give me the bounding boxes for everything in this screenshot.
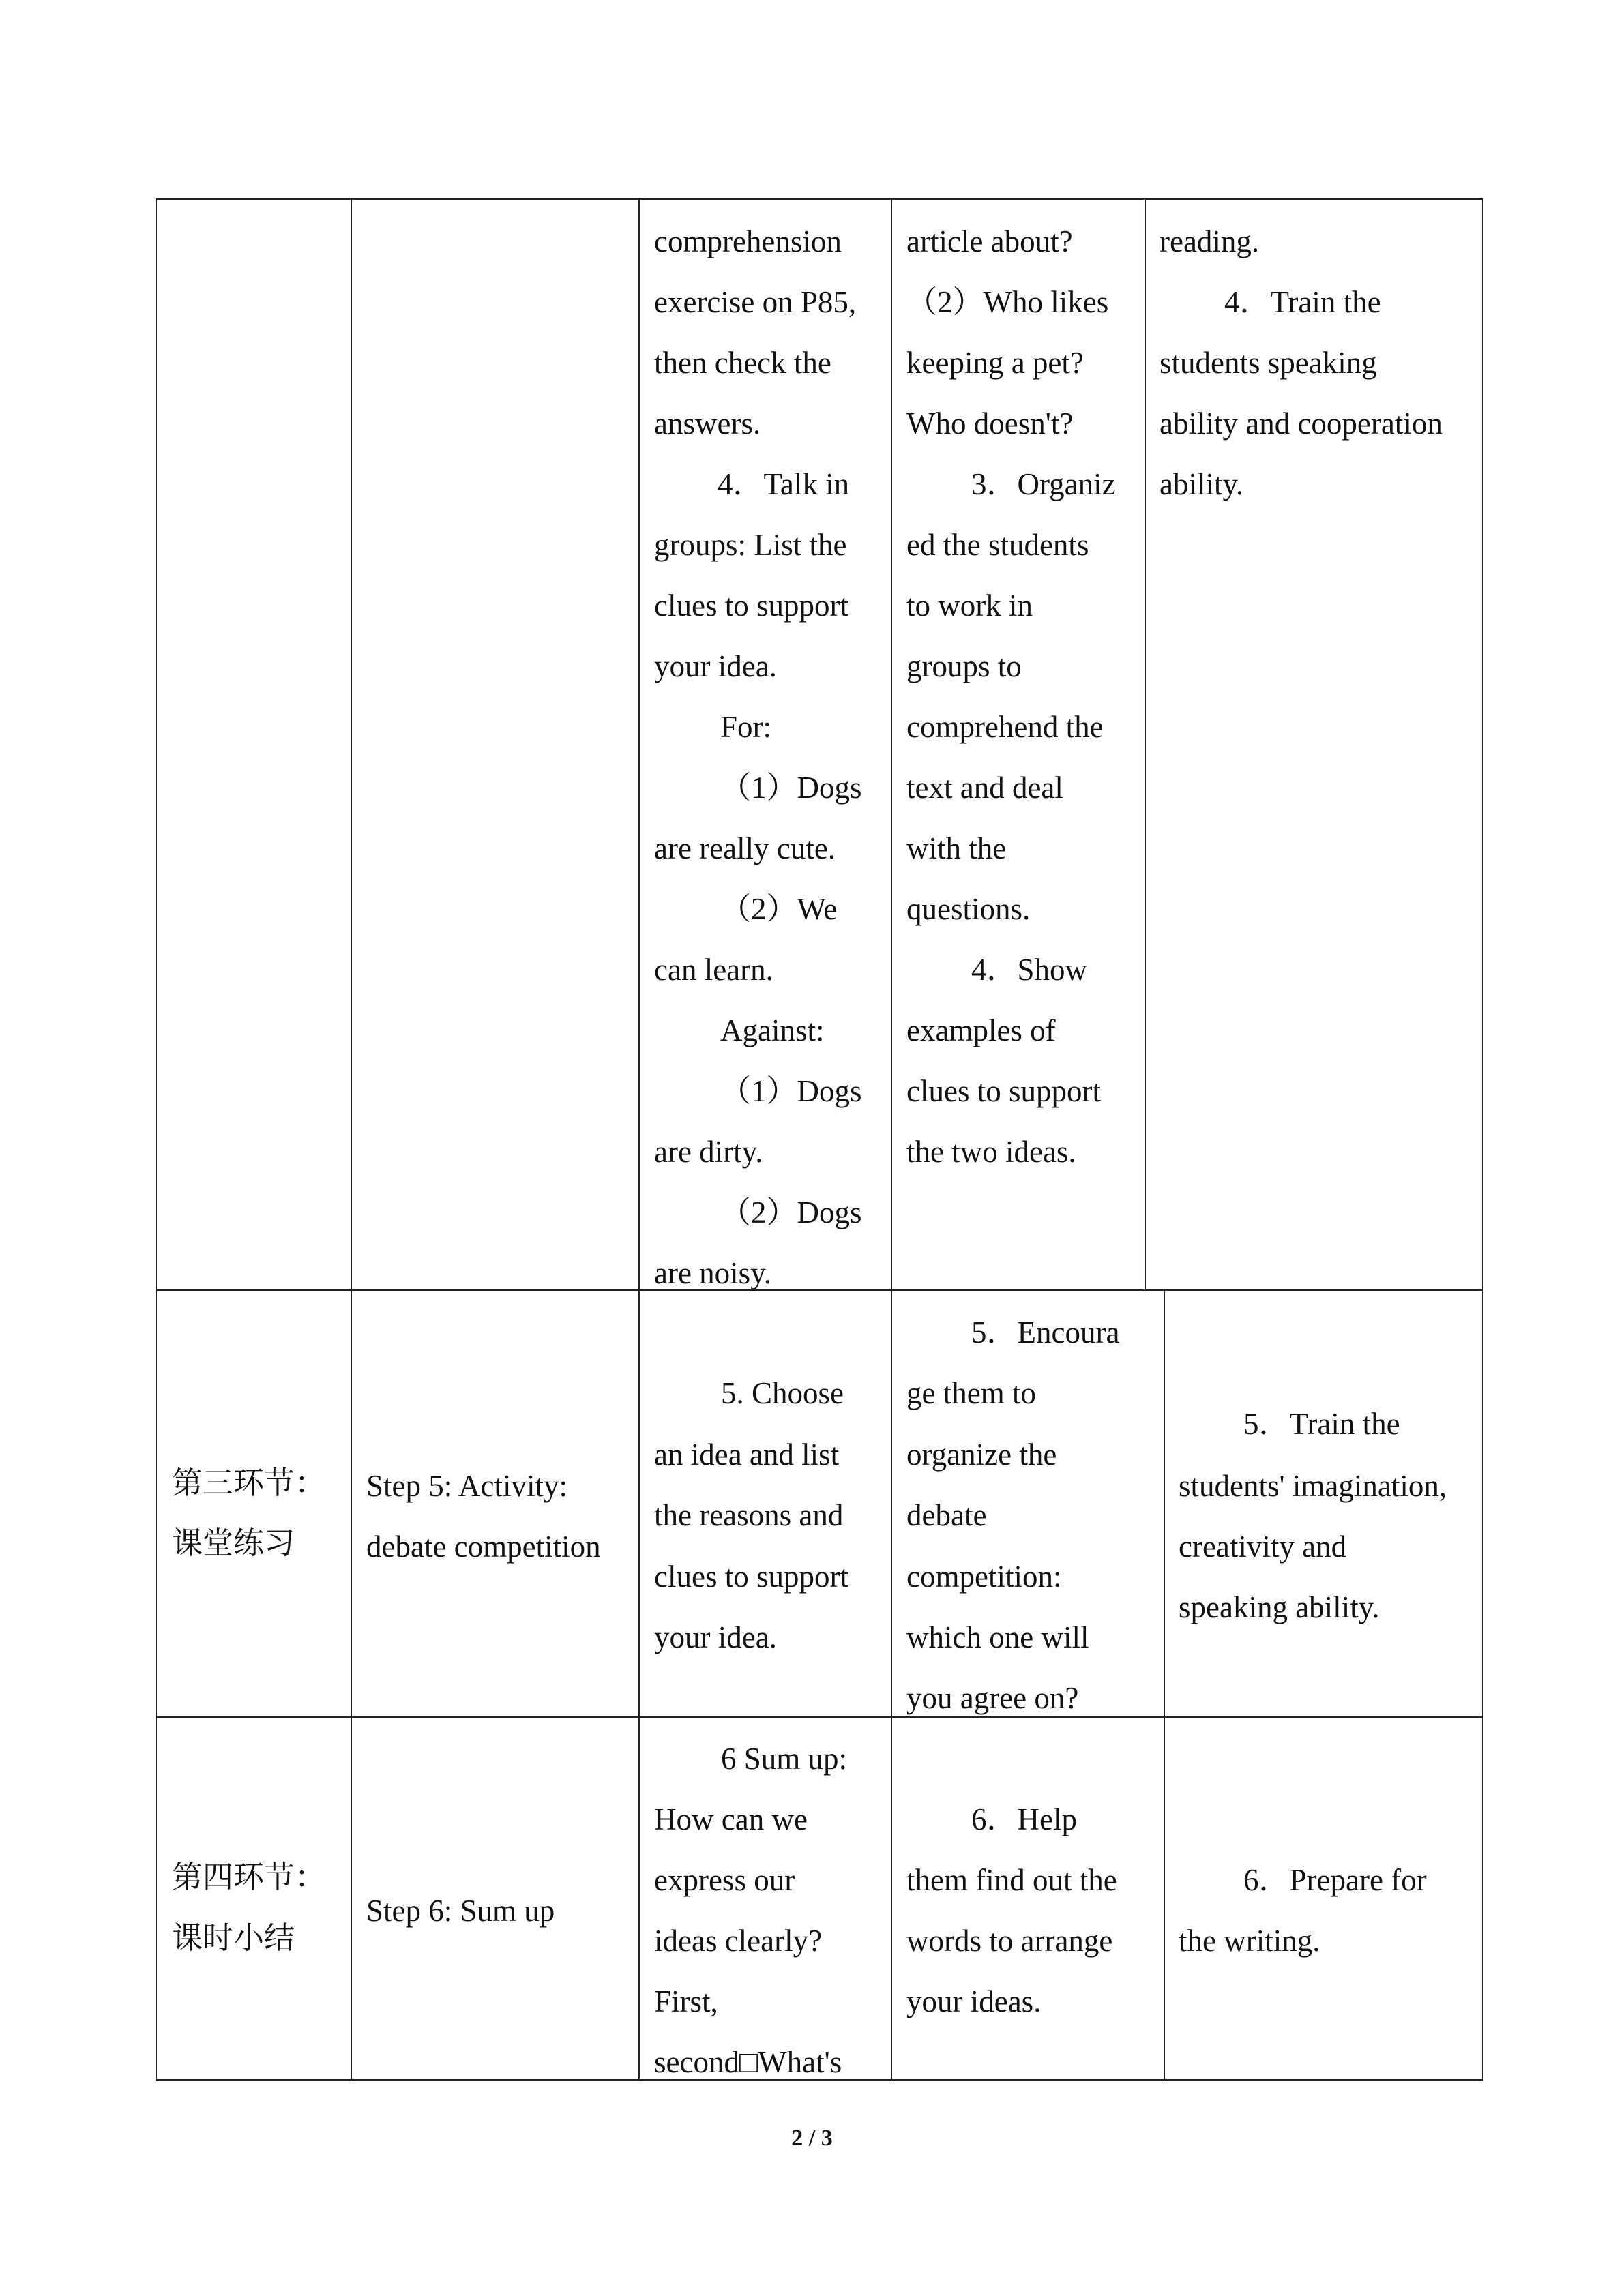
section-label: 课堂练习 [172, 1526, 295, 1560]
table-cell-text: them find out the [906, 1863, 1117, 1897]
table-cell-text: are dirty. [654, 1135, 763, 1169]
table-cell-text: comprehension [654, 224, 842, 258]
table-cell-text: which one will [906, 1620, 1089, 1654]
table-cell-text: are noisy. [654, 1256, 772, 1290]
table-cell-text: competition: [906, 1560, 1062, 1594]
table-cell-text: speaking ability. [1179, 1590, 1380, 1624]
table-cell-text: then check the [654, 346, 831, 380]
table-cell-text: 4．Show [971, 953, 1088, 987]
table-cell-text: comprehend the [906, 710, 1104, 744]
table-cell-text: students speaking [1160, 346, 1377, 380]
table-cell-text: （1）Dogs [720, 1074, 862, 1108]
step-title: Step 6: Sum up [366, 1894, 555, 1928]
r3-c1-cell [156, 1716, 352, 2081]
table-cell-text: your idea. [654, 1620, 777, 1654]
table-cell-text: First, [654, 1984, 718, 2018]
section-label: 第三环节： [172, 1466, 326, 1500]
table-cell-text: ability. [1160, 467, 1244, 501]
table-cell-text: 6 Sum up: [721, 1742, 848, 1776]
table-cell-text: can learn. [654, 953, 773, 987]
table-cell-text: 4．Train the [1224, 285, 1381, 319]
table-cell-text: examples of [906, 1013, 1056, 1047]
table-cell-text: words to arrange [906, 1924, 1113, 1958]
table-cell-text: 4．Talk in [718, 467, 850, 501]
table-cell-text: 5．Train the [1243, 1407, 1400, 1441]
table-cell-text: clues to support [654, 1560, 848, 1594]
table-cell-text: How can we [654, 1802, 808, 1836]
table-cell-text: with the [906, 831, 1007, 865]
table-cell-text: to work in [906, 588, 1033, 623]
table-cell-text: clues to support [906, 1074, 1101, 1108]
table-cell-text: debate [906, 1498, 987, 1532]
table-cell-text: 6．Prepare for [1243, 1863, 1427, 1897]
section-label: 课时小结 [172, 1921, 295, 1955]
table-cell-text: clues to support [654, 588, 848, 623]
table-cell-text: groups to [906, 649, 1022, 683]
table-cell-text: groups: List the [654, 528, 847, 562]
table-cell-text: exercise on P85, [654, 285, 857, 319]
table-cell-text: 6．Help [971, 1802, 1077, 1836]
table-cell-text: （2）We [720, 892, 838, 926]
table-cell-text: organize the [906, 1437, 1057, 1472]
step-title: debate competition [366, 1530, 601, 1564]
table-cell-text: keeping a pet? [906, 346, 1084, 380]
table-cell-text: second□What's [654, 2045, 842, 2079]
table-cell-text: express our [654, 1863, 795, 1897]
table-cell-text: article about? [906, 224, 1073, 258]
table-cell-text: answers. [654, 406, 761, 441]
table-cell-text: （1）Dogs [720, 771, 862, 805]
table-cell-text: （2）Who likes [906, 285, 1109, 319]
table-cell-text: 3．Organiz [971, 467, 1116, 501]
table-cell-text: ed the students [906, 528, 1089, 562]
table-cell-text: your ideas. [906, 1984, 1042, 2018]
table-cell-text: ideas clearly? [654, 1924, 823, 1958]
table-cell-text: an idea and list [654, 1437, 840, 1472]
table-cell-text: the reasons and [654, 1498, 844, 1532]
page-number: 2 / 3 [791, 2126, 833, 2151]
table-cell-text: questions. [906, 892, 1031, 926]
step-title: Step 5: Activity: [366, 1469, 568, 1503]
table-cell-text: the two ideas. [906, 1135, 1076, 1169]
table-cell-text: ability and cooperation [1160, 406, 1443, 441]
table-cell-text: the writing. [1179, 1924, 1320, 1958]
table-cell-text: ge them to [906, 1376, 1036, 1410]
table-cell-text: 5．Encoura [971, 1315, 1120, 1350]
r2-c1-cell [156, 1289, 352, 1718]
table-cell-text: students' imagination, [1179, 1469, 1447, 1503]
table-cell-text: text and deal [906, 771, 1063, 805]
table-cell-text: reading. [1160, 224, 1260, 258]
table-cell-text: （2）Dogs [720, 1195, 862, 1229]
r1-c1-cell [156, 198, 352, 1291]
table-cell-text: your idea. [654, 649, 777, 683]
table-cell-text: For: [720, 710, 772, 744]
table-cell-text: creativity and [1179, 1530, 1347, 1564]
table-cell-text: Against: [720, 1013, 825, 1047]
table-cell-text: are really cute. [654, 831, 836, 865]
table-cell-text: 5. Choose [721, 1376, 844, 1410]
table-cell-text: you agree on? [906, 1681, 1079, 1715]
table-cell-text: Who doesn't? [906, 406, 1074, 441]
section-label: 第四环节： [172, 1860, 326, 1894]
r1-c2-cell [351, 198, 640, 1291]
